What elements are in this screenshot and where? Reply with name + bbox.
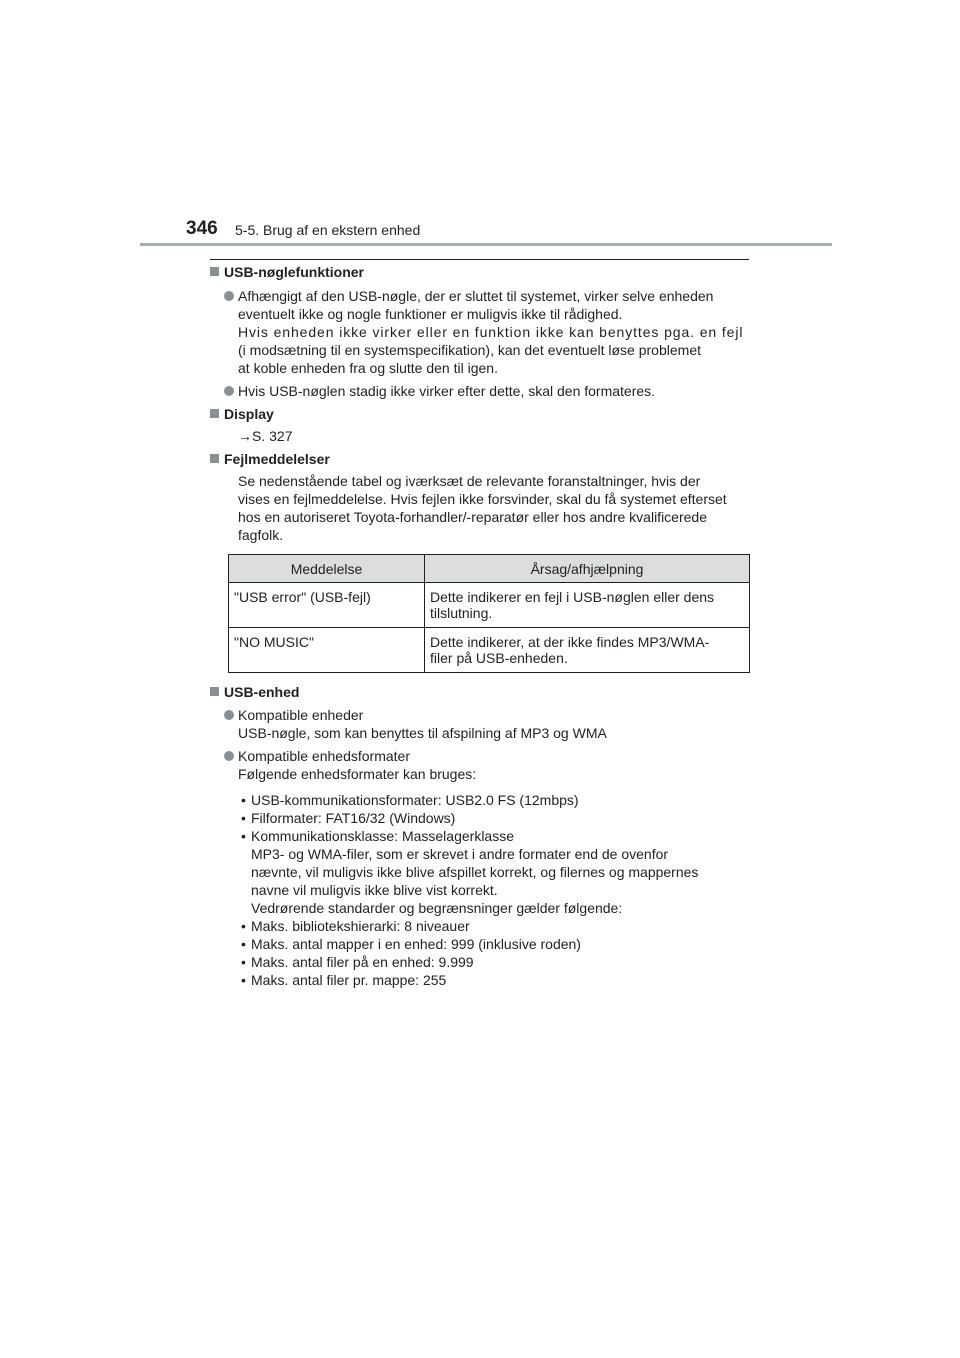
bullet: • bbox=[241, 792, 246, 808]
table-row bbox=[229, 628, 750, 673]
note-line: Vedrørende standarder og begrænsninger gælder følgende: bbox=[251, 900, 623, 916]
item-title: Kompatible enhedsformater bbox=[238, 748, 410, 764]
intro-line: fagfolk. bbox=[238, 527, 284, 543]
display-heading bbox=[210, 405, 750, 423]
table-header-row bbox=[229, 555, 750, 583]
table-row bbox=[229, 583, 750, 628]
section-title: 5-5. Brug af en ekstern enhed bbox=[235, 222, 421, 238]
content-rule bbox=[210, 259, 749, 260]
page-reference-link[interactable]: S. 327 bbox=[252, 428, 293, 444]
note-line: nævnte, vil muligvis ikke blive afspillet korrekt, og filernes og mappernes bbox=[251, 864, 699, 880]
errors-intro bbox=[210, 472, 750, 544]
circle-bullet-icon bbox=[224, 751, 234, 761]
note-line: navne vil muligvis ikke blive vist korrekt. bbox=[251, 882, 498, 898]
list-item bbox=[238, 971, 750, 989]
heading-text: Fejlmeddelelser bbox=[224, 451, 330, 467]
bullet: • bbox=[241, 828, 246, 844]
item-line: eventuelt ikke og nogle funktioner er muligvis ikke til rådighed. bbox=[238, 306, 623, 322]
list-item-text: Kommunikationsklasse: Masselagerklasse bbox=[251, 828, 514, 844]
error-message-table bbox=[228, 554, 750, 673]
circle-bullet-icon bbox=[224, 710, 234, 720]
table-cell-cause bbox=[425, 583, 750, 628]
list-item bbox=[238, 953, 750, 971]
intro-line: vises en fejlmeddelelse. Hvis fejlen ikke forsvinder, skal du få systemet efterset bbox=[238, 491, 727, 507]
square-bullet-icon bbox=[210, 409, 219, 418]
compatible-formats-item bbox=[210, 747, 750, 783]
usb-functions-item bbox=[210, 287, 750, 377]
list-item-text: Maks. bibliotekshierarki: 8 niveauer bbox=[251, 918, 470, 934]
list-item bbox=[238, 935, 750, 953]
note-line: MP3- og WMA-filer, som er skrevet i andre formater end de ovenfor bbox=[251, 846, 669, 862]
intro-line: Se nedenstående tabel og iværksæt de relevante foranstaltninger, hvis der bbox=[238, 473, 701, 489]
circle-bullet-icon bbox=[224, 291, 234, 301]
heading-text: USB-enhed bbox=[224, 684, 300, 700]
item-line: Hvis USB-nøglen stadig ikke virker efter dette, skal den formateres. bbox=[238, 383, 656, 399]
list-item bbox=[238, 827, 750, 845]
cause-line: Dette indikerer en fejl i USB-nøglen eller dens bbox=[430, 589, 715, 605]
cause-line: Dette indikerer, at der ikke findes MP3/WMA- bbox=[430, 634, 710, 650]
item-text: USB-nøgle, som kan benyttes til afspilning af MP3 og WMA bbox=[238, 725, 607, 741]
usb-device-heading bbox=[210, 683, 750, 701]
list-item bbox=[238, 791, 750, 809]
display-reference bbox=[210, 427, 750, 445]
usb-functions-item bbox=[210, 382, 750, 400]
arrow-icon: → bbox=[238, 428, 252, 444]
page-number: 346 bbox=[186, 218, 218, 239]
list-item-text: USB-kommunikationsformater: USB2.0 FS (12mbps) bbox=[251, 792, 579, 808]
page-content bbox=[210, 263, 750, 989]
item-title: Kompatible enheder bbox=[238, 707, 364, 723]
table-header-cell: Årsag/afhjælpning bbox=[425, 555, 750, 583]
usb-functions-heading bbox=[210, 263, 750, 281]
compatible-devices-item bbox=[210, 706, 750, 742]
item-line: Hvis enheden ikke virker eller en funktion ikke kan benyttes pga. en fejl bbox=[238, 324, 744, 340]
format-list bbox=[210, 791, 750, 989]
item-text: Følgende enhedsformater kan bruges: bbox=[238, 766, 477, 782]
bullet: • bbox=[241, 954, 246, 970]
heading-text: USB-nøglefunktioner bbox=[224, 264, 364, 280]
table-cell-cause bbox=[425, 628, 750, 673]
table-header-cell: Meddelelse bbox=[229, 555, 425, 583]
intro-line: hos en autoriseret Toyota-forhandler/-reparatør eller hos andre kvalificerede bbox=[238, 509, 707, 525]
cause-line: tilslutning. bbox=[430, 605, 493, 621]
table-cell-message: "USB error" (USB-fejl) bbox=[229, 583, 425, 628]
errors-heading bbox=[210, 450, 750, 468]
circle-bullet-icon bbox=[224, 386, 234, 396]
list-item-text: Filformater: FAT16/32 (Windows) bbox=[251, 810, 456, 826]
header-rule bbox=[140, 243, 832, 246]
table-cell-message: "NO MUSIC" bbox=[229, 628, 425, 673]
bullet: • bbox=[241, 810, 246, 826]
item-line: (i modsætning til en systemspecifikation), kan det eventuelt løse problemet bbox=[238, 342, 701, 358]
list-item-text: Maks. antal mapper i en enhed: 999 (inklusive roden) bbox=[251, 936, 581, 952]
square-bullet-icon bbox=[210, 687, 219, 696]
cause-line: filer på USB-enheden. bbox=[430, 650, 568, 666]
item-line: Afhængigt af den USB-nøgle, der er sluttet til systemet, virker selve enheden bbox=[238, 288, 714, 304]
bullet: • bbox=[241, 936, 246, 952]
list-item bbox=[238, 917, 750, 935]
list-item bbox=[238, 809, 750, 827]
square-bullet-icon bbox=[210, 267, 219, 276]
bullet: • bbox=[241, 918, 246, 934]
square-bullet-icon bbox=[210, 454, 219, 463]
bullet: • bbox=[241, 972, 246, 988]
item-line: at koble enheden fra og slutte den til igen. bbox=[238, 360, 498, 376]
list-item-text: Maks. antal filer på en enhed: 9.999 bbox=[251, 954, 474, 970]
list-item-text: Maks. antal filer pr. mappe: 255 bbox=[251, 972, 447, 988]
format-note bbox=[238, 845, 750, 917]
heading-text: Display bbox=[224, 406, 274, 422]
